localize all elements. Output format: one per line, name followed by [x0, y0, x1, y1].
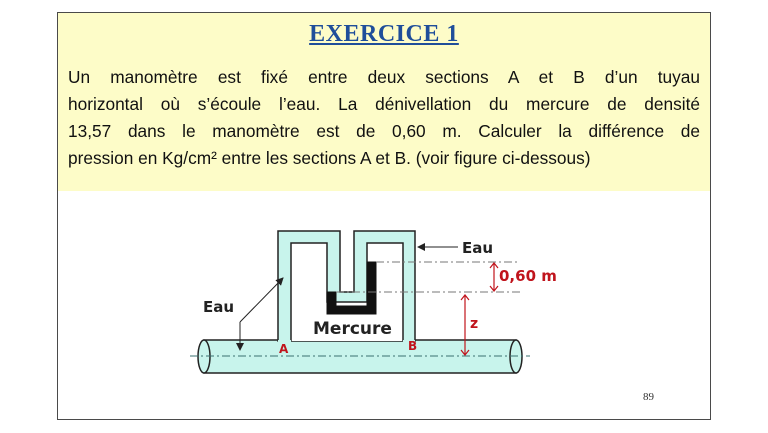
label-point-b: B: [408, 339, 418, 353]
page-number: 89: [643, 391, 654, 403]
label-eau-left: Eau: [203, 298, 235, 316]
horizontal-pipe: [190, 340, 530, 373]
label-eau-right: Eau: [462, 239, 494, 257]
statement-line: horizontal où s’écoule l’eau. La dénivellation du mercure de densité: [68, 94, 700, 114]
exercise-title: EXERCICE 1: [309, 21, 459, 47]
label-point-a: A: [279, 342, 289, 356]
label-mercure: Mercure: [313, 319, 392, 339]
eau-left-leader-up: [240, 278, 283, 322]
statement-line: Un manomètre est fixé entre deux sections A et B d’un tuyau: [68, 67, 700, 87]
statement-line: pression en Kg/cm² entre les sections A et B. (voir figure ci-dessous): [68, 148, 591, 168]
label-z: z: [470, 316, 479, 332]
statement-line: 13,57 dans le manomètre est de 0,60 m. Calculer la différence de: [68, 121, 700, 141]
label-height: 0,60 m: [499, 267, 557, 285]
